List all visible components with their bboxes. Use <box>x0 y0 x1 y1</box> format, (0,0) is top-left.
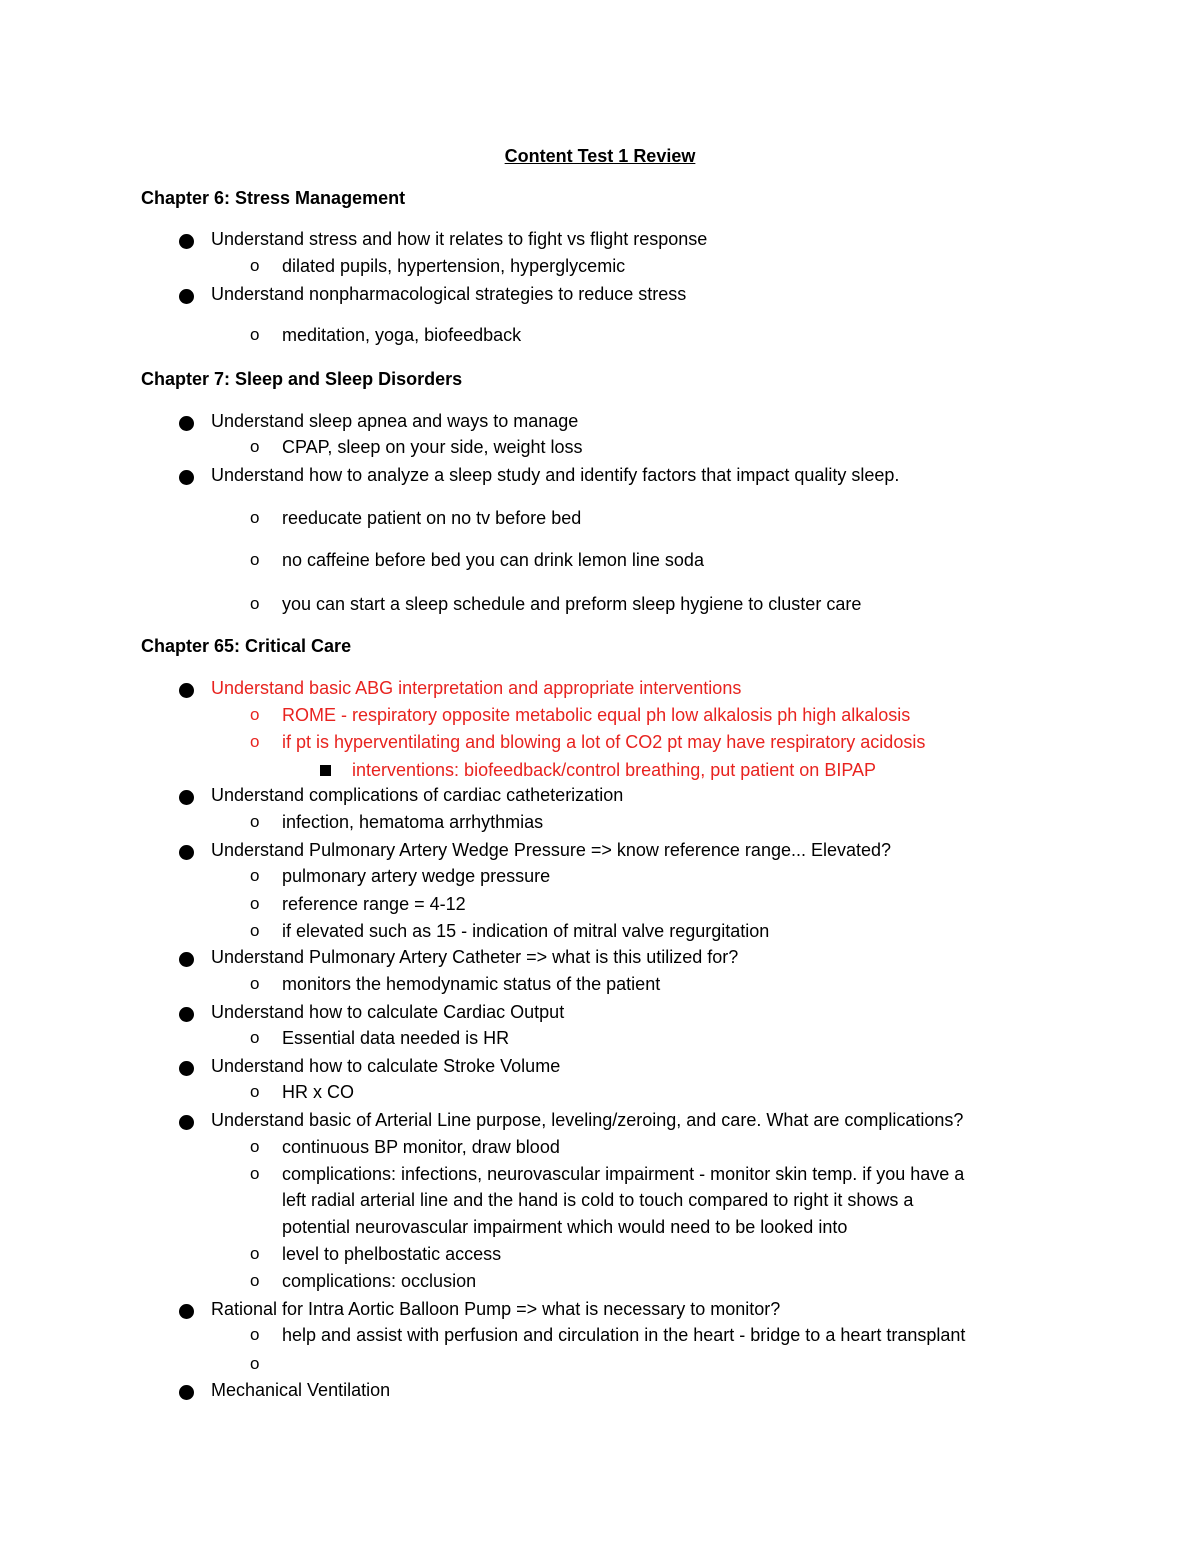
sub-list-item: dilated pupils, hypertension, hyperglycemic <box>282 256 626 276</box>
sub-list-item-continuation: potential neurovascular impairment which would need to be looked into <box>282 1217 848 1237</box>
sub-list-item: reeducate patient on no tv before bed <box>282 508 582 528</box>
sub-list-item: no caffeine before bed you can drink lemon line soda <box>282 550 704 570</box>
section-heading: Chapter 6: Stress Management <box>141 188 406 208</box>
bullet-icon <box>179 1304 194 1319</box>
sub-list-item: Essential data needed is HR <box>282 1028 510 1048</box>
bullet-icon <box>179 790 194 805</box>
list-item: Understand stress and how it relates to fight vs flight response <box>211 229 708 249</box>
list-item: Understand Pulmonary Artery Catheter => what is this utilized for? <box>211 947 739 967</box>
section-heading: Chapter 7: Sleep and Sleep Disorders <box>141 369 463 389</box>
circle-bullet-icon: o <box>250 508 260 527</box>
list-item: Understand Pulmonary Artery Wedge Pressure => know reference range... Elevated? <box>211 840 892 860</box>
circle-bullet-icon: o <box>250 1082 260 1101</box>
sub-list-item: reference range = 4-12 <box>282 894 466 914</box>
bullet-icon <box>179 1007 194 1022</box>
bullet-icon <box>179 1385 194 1400</box>
circle-bullet-icon: o <box>250 866 260 885</box>
list-item: Understand nonpharmacological strategies to reduce stress <box>211 284 687 304</box>
sub-list-item: complications: occlusion <box>282 1271 477 1291</box>
bullet-icon <box>179 234 194 249</box>
circle-bullet-icon: o <box>250 732 260 751</box>
circle-bullet-icon: o <box>250 1028 260 1047</box>
bullet-icon <box>179 470 194 485</box>
bullet-icon <box>179 1115 194 1130</box>
circle-bullet-icon: o <box>250 1271 260 1290</box>
sub-list-item: ROME - respiratory opposite metabolic equal ph low alkalosis ph high alkalosis <box>282 705 911 725</box>
sub-list-item: you can start a sleep schedule and preform sleep hygiene to cluster care <box>282 594 862 614</box>
square-bullet-icon <box>320 765 331 776</box>
bullet-icon <box>179 683 194 698</box>
list-item: Rational for Intra Aortic Balloon Pump => what is necessary to monitor? <box>211 1299 781 1319</box>
sub-list-item: level to phelbostatic access <box>282 1244 502 1264</box>
sub-list-item: if pt is hyperventilating and blowing a lot of CO2 pt may have respiratory acidosis <box>282 732 926 752</box>
list-item: Understand how to analyze a sleep study and identify factors that impact quality sleep. <box>211 465 900 485</box>
circle-bullet-icon: o <box>250 550 260 569</box>
circle-bullet-icon: o <box>250 1325 260 1344</box>
circle-bullet-icon: o <box>250 1164 260 1183</box>
sub-list-item: complications: infections, neurovascular impairment - monitor skin temp. if you have a <box>282 1164 965 1184</box>
bullet-icon <box>179 845 194 860</box>
circle-bullet-icon: o <box>250 1354 260 1373</box>
circle-bullet-icon: o <box>250 325 260 344</box>
sub-list-item: HR x CO <box>282 1082 354 1102</box>
list-item: Understand basic of Arterial Line purpose, leveling/zeroing, and care. What are complications? <box>211 1110 964 1130</box>
circle-bullet-icon: o <box>250 1137 260 1156</box>
list-item: Understand complications of cardiac catheterization <box>211 785 624 805</box>
circle-bullet-icon: o <box>250 437 260 456</box>
list-item: Understand how to calculate Cardiac Output <box>211 1002 565 1022</box>
list-item: Understand sleep apnea and ways to manage <box>211 411 579 431</box>
sub-sub-list-item: interventions: biofeedback/control breathing, put patient on BIPAP <box>352 760 877 780</box>
bullet-icon <box>179 416 194 431</box>
circle-bullet-icon: o <box>250 705 260 724</box>
sub-list-item: pulmonary artery wedge pressure <box>282 866 551 886</box>
list-item: Understand how to calculate Stroke Volume <box>211 1056 561 1076</box>
circle-bullet-icon: o <box>250 921 260 940</box>
circle-bullet-icon: o <box>250 594 260 613</box>
sub-list-item: continuous BP monitor, draw blood <box>282 1137 560 1157</box>
sub-list-item: monitors the hemodynamic status of the patient <box>282 974 661 994</box>
bullet-icon <box>179 1061 194 1076</box>
circle-bullet-icon: o <box>250 974 260 993</box>
bullet-icon <box>179 289 194 304</box>
circle-bullet-icon: o <box>250 1244 260 1263</box>
sub-list-item-continuation: left radial arterial line and the hand is cold to touch compared to right it shows a <box>282 1190 914 1210</box>
list-item: Understand basic ABG interpretation and appropriate interventions <box>211 678 742 698</box>
document-title: Content Test 1 Review <box>504 146 696 166</box>
circle-bullet-icon: o <box>250 894 260 913</box>
list-item: Mechanical Ventilation <box>211 1380 391 1400</box>
circle-bullet-icon: o <box>250 256 260 275</box>
circle-bullet-icon: o <box>250 812 260 831</box>
sub-list-item: infection, hematoma arrhythmias <box>282 812 544 832</box>
sub-list-item: help and assist with perfusion and circulation in the heart - bridge to a heart transplant <box>282 1325 966 1345</box>
sub-list-item: CPAP, sleep on your side, weight loss <box>282 437 583 457</box>
sub-list-item: meditation, yoga, biofeedback <box>282 325 522 345</box>
sub-list-item: if elevated such as 15 - indication of mitral valve regurgitation <box>282 921 770 941</box>
section-heading: Chapter 65: Critical Care <box>141 636 352 656</box>
bullet-icon <box>179 952 194 967</box>
